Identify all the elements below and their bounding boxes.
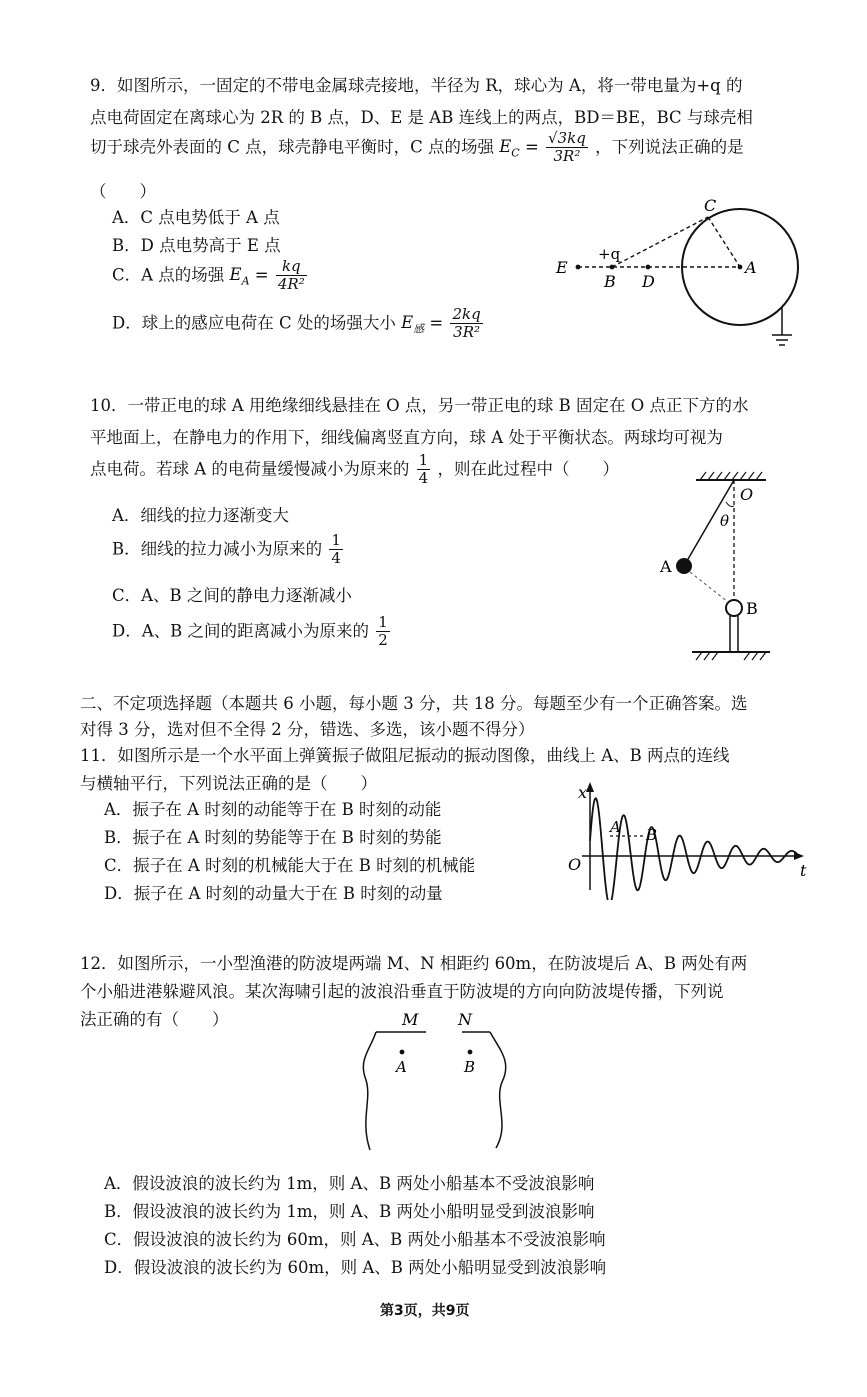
- q10-figure-pendulum: [650, 468, 790, 668]
- q9-label-q: +q: [598, 245, 621, 263]
- section2-header-line2: 对得 3 分，选对但不全得 2 分，错选、多选，该小题不得分）: [80, 720, 535, 739]
- q10-option-a[interactable]: A．细线的拉力逐渐变大: [112, 506, 289, 525]
- q10-label-theta: θ: [720, 512, 730, 530]
- q9-point-d: [646, 265, 651, 270]
- q9-option-d[interactable]: D．球上的感应电荷在 C 处的场强大小 $E_感$ = $\frac{2kq}{\text{3R²}}$: [112, 305, 481, 342]
- q10-ab-line: [690, 572, 728, 602]
- q11-option-a[interactable]: A．振子在 A 时刻的动能等于在 B 时刻的动能: [104, 800, 442, 819]
- q12-shore-right: [490, 1032, 506, 1148]
- q9-answer-paren: （ ）: [90, 182, 156, 201]
- q11-label-x: x: [578, 783, 588, 802]
- q9-point-b: [610, 265, 615, 270]
- q10-label-b: B: [746, 599, 758, 618]
- q11-option-b[interactable]: B．振子在 A 时刻的势能等于在 B 时刻的势能: [104, 828, 442, 847]
- q12-option-d[interactable]: D．假设波浪的波长约为 60m，则 A、B 两处小船明显受到波浪影响: [104, 1258, 607, 1277]
- q12-line3: 法正确的有（ ）: [80, 1010, 229, 1029]
- q9-label-a: A: [745, 258, 757, 277]
- q12-figure-harbor: [340, 1010, 540, 1160]
- q10-ball-a: [676, 558, 692, 574]
- q12-point-a: [400, 1050, 405, 1055]
- q12-line1: 12．如图所示，一小型渔港的防波堤两端 M、N 相距约 60m，在防波堤后 A、B 两处有两: [80, 954, 748, 973]
- section2-header-line1: 二、不定项选择题（本题共 6 小题，每小题 3 分，共 18 分。每题至少有一个正确答案。选: [80, 694, 748, 713]
- q9-option-b[interactable]: B．D 点电势高于 E 点: [112, 236, 281, 255]
- q10-label-o: O: [740, 485, 754, 504]
- q10-line2: 平地面上，在静电力的作用下，细线偏离竖直方向，球 A 处于平衡状态。两球均可视为: [90, 428, 723, 447]
- q11-label-o: O: [568, 855, 582, 874]
- q9-line-bc: [612, 217, 708, 267]
- q12-option-c[interactable]: C．假设波浪的波长约为 60m，则 A、B 两处小船基本不受波浪影响: [104, 1230, 606, 1249]
- q10-ceiling-hatch: [700, 472, 762, 480]
- q9-label-c: C: [704, 196, 717, 215]
- page-footer: 第3页，共9页: [380, 1303, 470, 1319]
- q10-option-b[interactable]: B．细线的拉力减小为原来的 $\frac{1}{4}$: [112, 531, 341, 568]
- q9-line3-pre: 切于球壳外表面的 C 点，球壳静电平衡时，C 点的场强: [90, 137, 494, 157]
- q9-line3: 切于球壳外表面的 C 点，球壳静电平衡时，C 点的场强 $E_C$ = $\frac{√3kq}{\text{3R²}}$ ，下列说法正确的是: [90, 129, 744, 166]
- q9-figure-sphere: [548, 195, 818, 360]
- q9-label-e: E: [556, 258, 568, 277]
- q9-line3-post: ，下列说法正确的是: [595, 137, 744, 157]
- q9-point-a: [738, 265, 743, 270]
- q12-shore-left: [363, 1032, 376, 1150]
- q9-point-e: [576, 265, 581, 270]
- q11-x-arrow: [586, 782, 594, 792]
- q12-label-b: B: [464, 1058, 476, 1076]
- q11-label-a: A: [610, 818, 621, 836]
- q12-label-n: N: [458, 1010, 472, 1029]
- q10-option-d[interactable]: D．A、B 之间的距离减小为原来的 $\frac{1}{2}$: [112, 613, 388, 650]
- q12-point-b: [468, 1050, 473, 1055]
- q9-option-c[interactable]: C．A 点的场强 $E_A$ = $\frac{kq}{\text{4R²}}$: [112, 257, 305, 294]
- q12-option-a[interactable]: A．假设波浪的波长约为 1m，则 A、B 两处小船基本不受波浪影响: [104, 1174, 595, 1193]
- q9-label-d: D: [642, 272, 655, 291]
- q11-option-c[interactable]: C．振子在 A 时刻的机械能大于在 B 时刻的机械能: [104, 856, 476, 875]
- q9-option-a[interactable]: A．C 点电势低于 A 点: [112, 208, 280, 227]
- q10-line3: 点电荷。若球 A 的电荷量缓慢减小为原来的 $\frac{1}{4}$ ，则在此过程中（ ）: [90, 451, 619, 488]
- q12-option-b[interactable]: B．假设波浪的波长约为 1m，则 A、B 两处小船明显受到波浪影响: [104, 1202, 595, 1221]
- q10-floor-hatch: [696, 652, 766, 660]
- q9-ec-fraction: $\frac{√3kq}{\text{3R²}}$: [548, 129, 586, 166]
- q9-ec-symbol: $E_C$: [499, 137, 520, 160]
- q10-line1: 10．一带正电的球 A 用绝缘细线悬挂在 O 点，另一带正电的球 B 固定在 O 点正下方的水: [90, 396, 749, 415]
- q11-label-t: t: [800, 861, 807, 880]
- q12-line2: 个小船进港躲避风浪。某次海啸引起的波浪沿垂直于防波堤的方向向防波堤传播，下列说: [80, 982, 724, 1001]
- q9-line2: 点电荷固定在离球心为 2R 的 B 点，D、E 是 AB 连线上的两点，BD＝BE，BC 与球壳相: [90, 108, 753, 127]
- q12-label-m: M: [402, 1010, 419, 1029]
- q11-label-b: B: [646, 826, 658, 844]
- q10-angle-arc: [726, 502, 734, 507]
- q11-damped-curve: [590, 798, 800, 900]
- q9-line1: 9．如图所示，一固定的不带电金属球壳接地，半径为 R，球心为 A，将一带电量为+q 的: [90, 76, 743, 95]
- q11-figure-damped: [562, 780, 810, 900]
- q10-label-a: A: [660, 557, 672, 576]
- q10-option-c[interactable]: C．A、B 之间的静电力逐渐减小: [112, 586, 352, 605]
- q11-line2: 与横轴平行，下列说法正确的是（ ）: [80, 774, 377, 793]
- q12-label-a: A: [396, 1058, 407, 1076]
- q10-ball-b: [726, 600, 742, 616]
- q9-line-ca: [708, 217, 740, 267]
- q11-option-d[interactable]: D．振子在 A 时刻的动量大于在 B 时刻的动量: [104, 884, 443, 903]
- q9-label-b: B: [604, 272, 616, 291]
- q11-line1: 11．如图所示是一个水平面上弹簧振子做阻尼振动的振动图像，曲线上 A、B 两点的连线: [80, 746, 730, 765]
